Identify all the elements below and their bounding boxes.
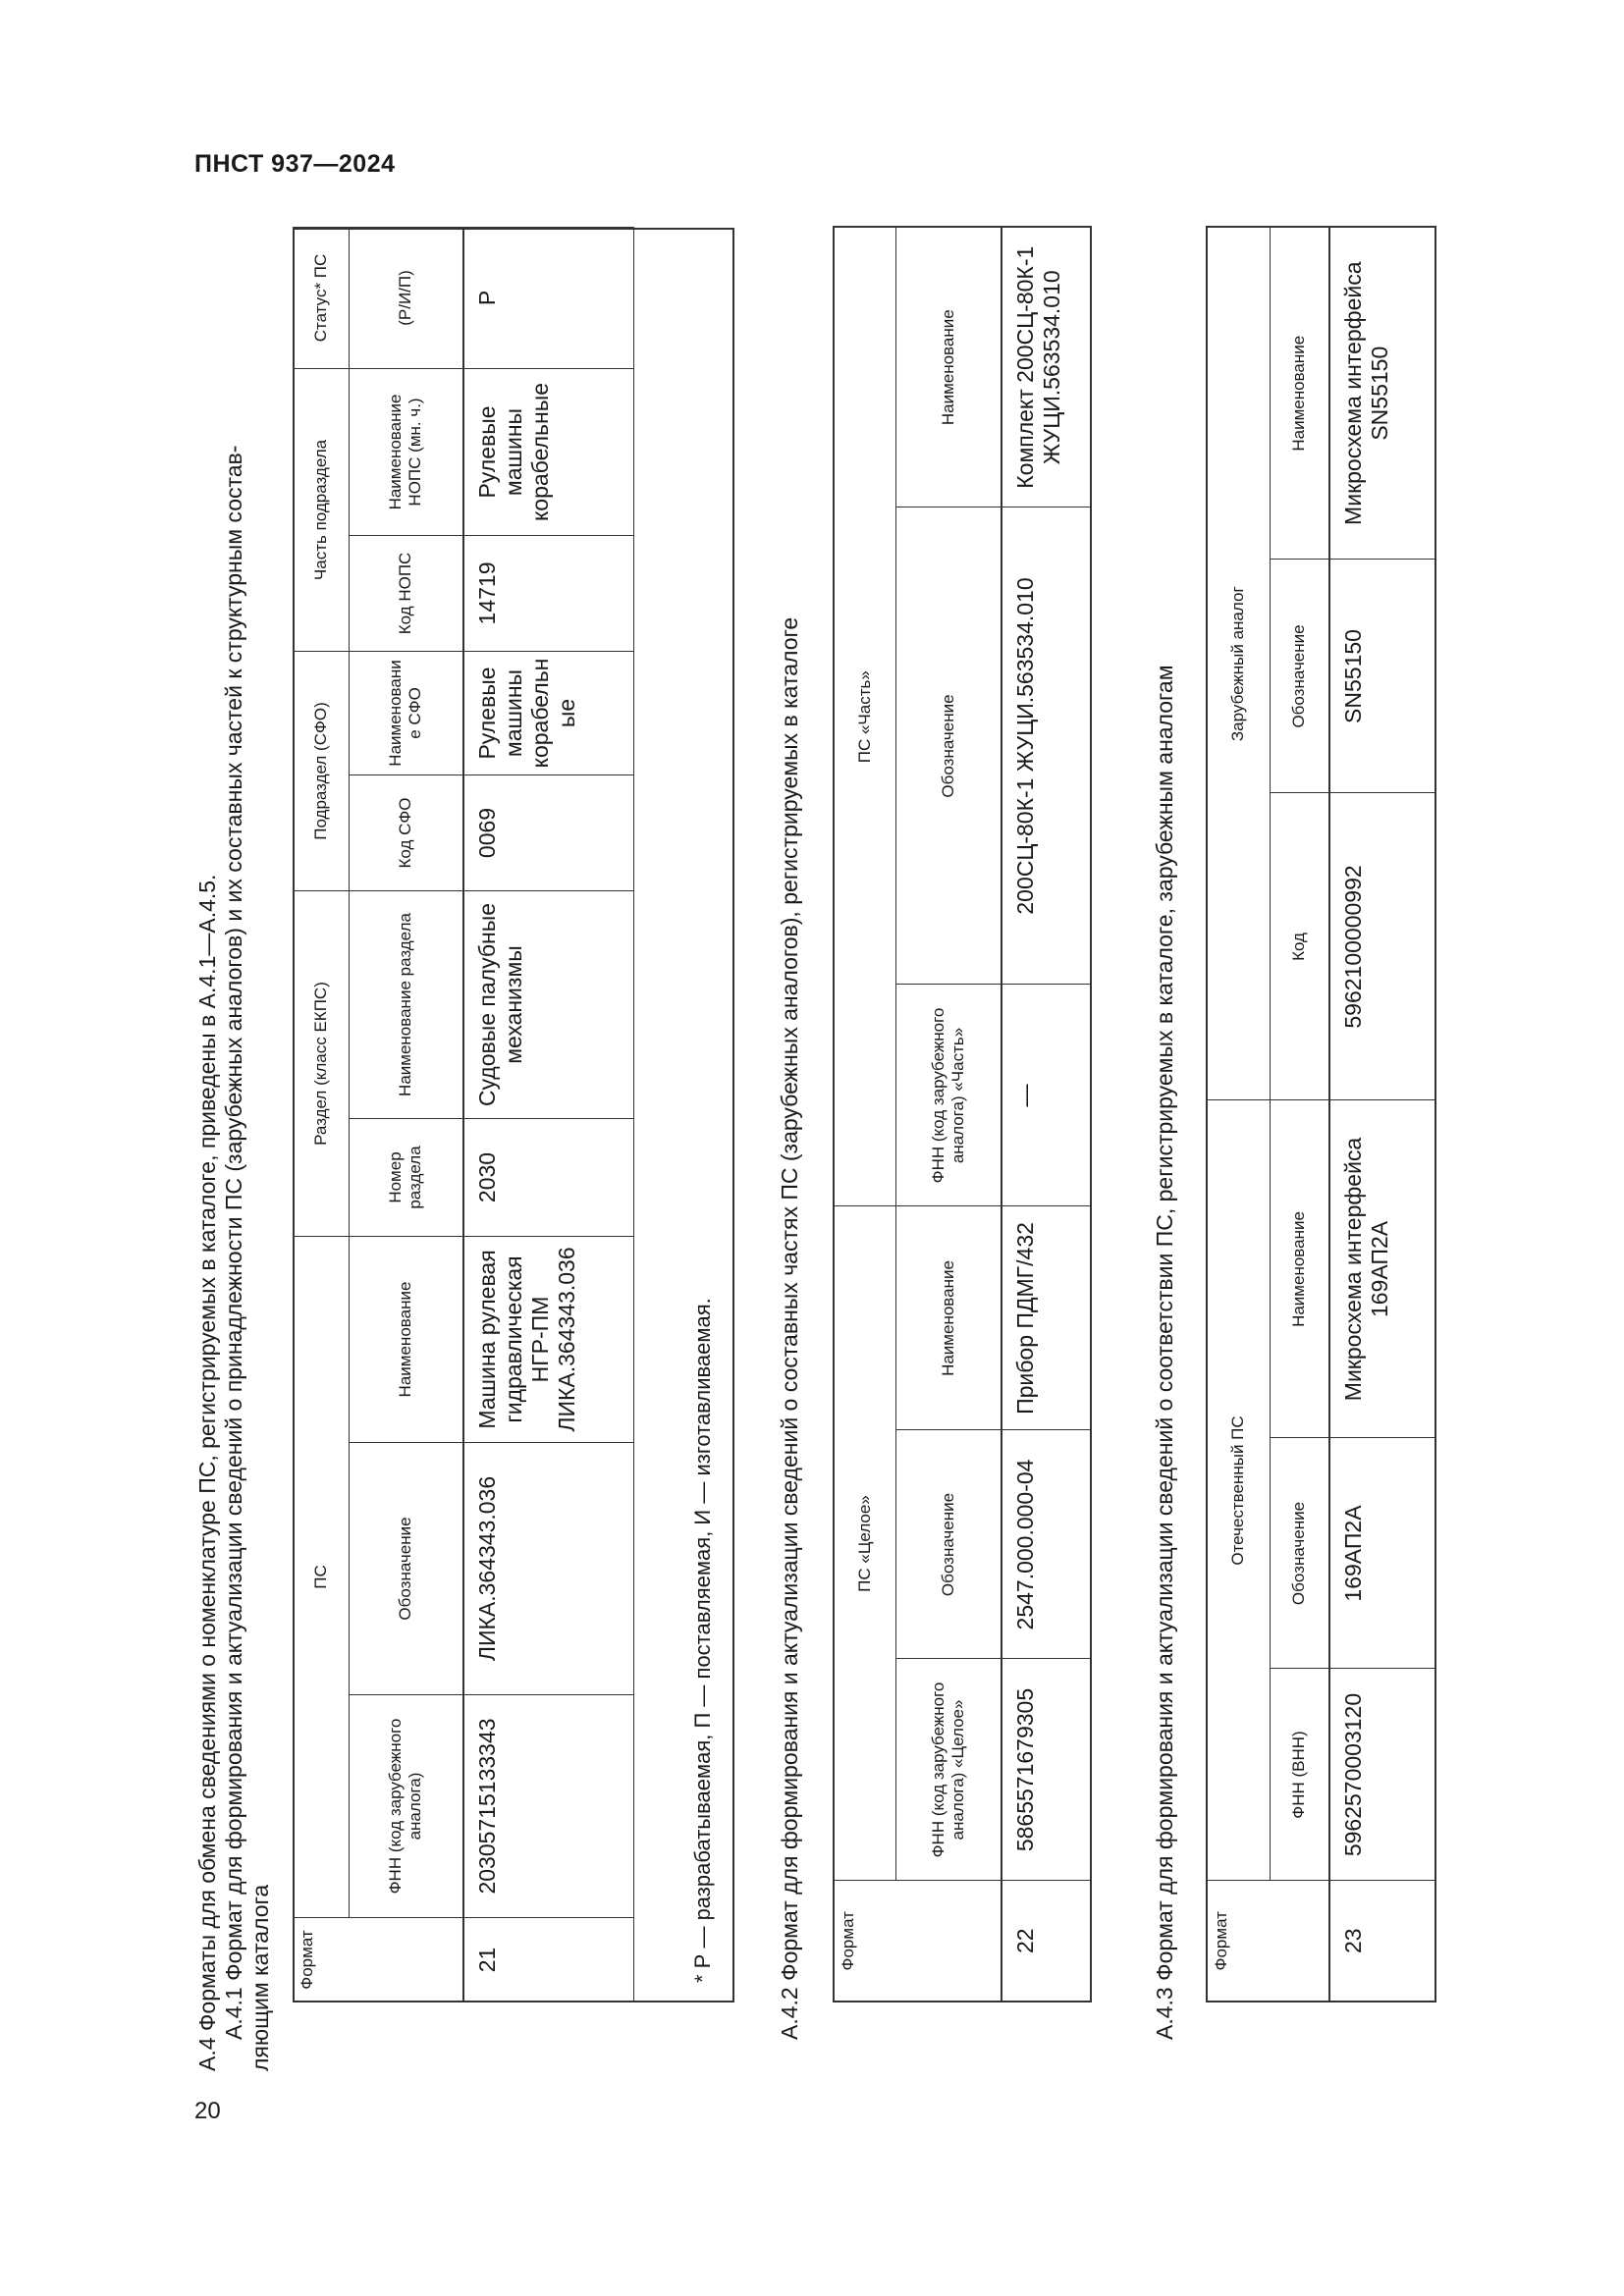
section-a44-text: [194, 167, 274, 2071]
t1-cell-nomer-razdela: 2030: [463, 1119, 634, 1237]
t2-h-chast: ПС «Часть»: [834, 227, 895, 1206]
t2-h-fnn-chast: ФНН (код зарубежного аналога) «Часть»: [895, 985, 1001, 1206]
t3-h-format: Формат: [1207, 1881, 1329, 2002]
t1-h-status: Статус* ПС: [294, 227, 350, 368]
t2-h-format: Формат: [834, 1881, 1001, 2002]
t1-cell-naim-sfo: Рулевые машины корабельные: [463, 651, 634, 774]
table2: [833, 226, 1092, 2002]
t2-cell-fnn-celoe: 5865571679305: [1001, 1659, 1091, 1881]
t1-footnote: * Р — разрабатываемая, П — поставляемая, И — изготавливаемая.: [690, 1298, 715, 1983]
t1-h-ps: ПС: [294, 1237, 350, 1918]
t2-h-naim2: Наименование: [895, 227, 1001, 507]
t3-h-kod: Код: [1270, 793, 1329, 1100]
t1-h-oboz: Обозначение: [350, 1443, 463, 1695]
t1-h-naim-razdela: Наименование раздела: [350, 890, 463, 1118]
t2-h-oboz: Обозначение: [895, 1430, 1001, 1659]
t1-h-kod-nops: Код НОПС: [350, 535, 463, 651]
table3: [1206, 226, 1436, 2002]
t1-cell-naim-razdela: Судовые палубные механизмы: [463, 890, 634, 1118]
page-number: 20: [194, 2098, 221, 2124]
t2-h-celoe: ПС «Целое»: [834, 1206, 895, 1881]
t1-h-naim-sfo: Наименование СФО: [350, 651, 463, 774]
t2-cell-fnn-chast: —: [1001, 985, 1091, 1206]
t1-h-kod-sfo: Код СФО: [350, 774, 463, 890]
t2-cell-format: 22: [1001, 1881, 1091, 2002]
t1-h-fnn: ФНН (код зарубежного аналога): [350, 1695, 463, 1918]
t3-cell-kod: 5962100000992: [1329, 793, 1435, 1100]
t2-cell-naim-chast: Комплект 200СЦ-80К-1 ЖУЦИ.563534.010: [1001, 227, 1091, 507]
rotated-content: [194, 128, 1569, 2071]
t1-h-chast: Часть подраздела: [294, 368, 350, 651]
t1-h-status-vals: (Р/И/П): [350, 227, 463, 368]
t1-cell-fnn: 20305715133343: [463, 1695, 634, 1918]
t3-cell-oboz: 169АП2А: [1329, 1438, 1435, 1669]
t3-h-zarub: Зарубежный аналог: [1207, 227, 1270, 1100]
t1-cell-naim: Машина рулевая гидравлическая НГР-ПМ ЛИКА.364343.036: [463, 1237, 634, 1443]
t1-cell-kod-sfo: 0069: [463, 774, 634, 890]
t1-cell-naim-nops: Рулевые машины корабельные: [463, 368, 634, 535]
t1-h-podrazdel: Подраздел (СФО): [294, 651, 350, 890]
t2-h-oboz2: Обозначение: [895, 507, 1001, 985]
t1-cell-format: 21: [463, 1918, 634, 2002]
table1: [293, 227, 634, 2002]
t3-h-oboz: Обозначение: [1270, 1438, 1329, 1669]
t1-h-naim-nops: Наименование НОПС (мн. ч.): [350, 368, 463, 535]
t2-cell-oboz-celoe: 2547.000.000-04: [1001, 1430, 1091, 1659]
a441-title-cont: ляющим каталога: [247, 1884, 273, 2071]
t3-h-otech: Отечественный ПС: [1207, 1100, 1270, 1881]
t3-h-naim: Наименование: [1270, 1100, 1329, 1438]
a44-title: А.4 Форматы для обмена сведениями о номенклатуре ПС, регистрируемых в каталоге, приведены в А.4.1—А.4.5.: [194, 874, 220, 2071]
t3-h-fnn: ФНН (ВНН): [1270, 1669, 1329, 1881]
t2-h-naim: Наименование: [895, 1206, 1001, 1430]
t1-cell-status: Р: [463, 227, 634, 368]
t3-cell-oboz2: SN55150: [1329, 560, 1435, 793]
t1-cell-oboz: ЛИКА.364343.036: [463, 1443, 634, 1695]
a443-title: А.4.3 Формат для формирования и актуализации сведений о соответствии ПС, регистрируемых в каталоге, зарубежным аналогам: [1152, 665, 1177, 2040]
t3-cell-fnn: 5962570003120: [1329, 1669, 1435, 1881]
t3-cell-naim2: Микросхема интерфейса SN55150: [1329, 227, 1435, 560]
t2-cell-oboz-chast: 200СЦ-80К-1 ЖУЦИ.563534.010: [1001, 507, 1091, 985]
t2-cell-naim-celoe: Прибор ПДМГ/432: [1001, 1206, 1091, 1430]
t1-h-nomer-razdela: Номер раздела: [350, 1119, 463, 1237]
a442-title: А.4.2 Формат для формирования и актуализации сведений о составных частях ПС (зарубежных аналогов), регистрируемых в каталоге: [777, 616, 802, 2040]
t3-h-naim2: Наименование: [1270, 227, 1329, 560]
t1-h-format: Формат: [294, 1918, 463, 2002]
t1-h-naim: Наименование: [350, 1237, 463, 1443]
t3-h-oboz2: Обозначение: [1270, 560, 1329, 793]
t1-h-razdel: Раздел (класс ЕКПС): [294, 890, 350, 1236]
document-id: ПНСТ 937—2024: [194, 150, 396, 178]
t2-h-fnn-celoe: ФНН (код зарубежного аналога) «Целое»: [895, 1659, 1001, 1881]
t1-cell-kod-nops: 14719: [463, 535, 634, 651]
t3-cell-naim: Микросхема интерфейса 169АП2А: [1329, 1100, 1435, 1438]
a441-title: А.4.1 Формат для формирования и актуализации сведений о принадлежности ПС (зарубежных аналогов) и их составных частей к структурным состав-: [221, 445, 246, 2040]
t3-cell-format: 23: [1329, 1881, 1435, 2002]
